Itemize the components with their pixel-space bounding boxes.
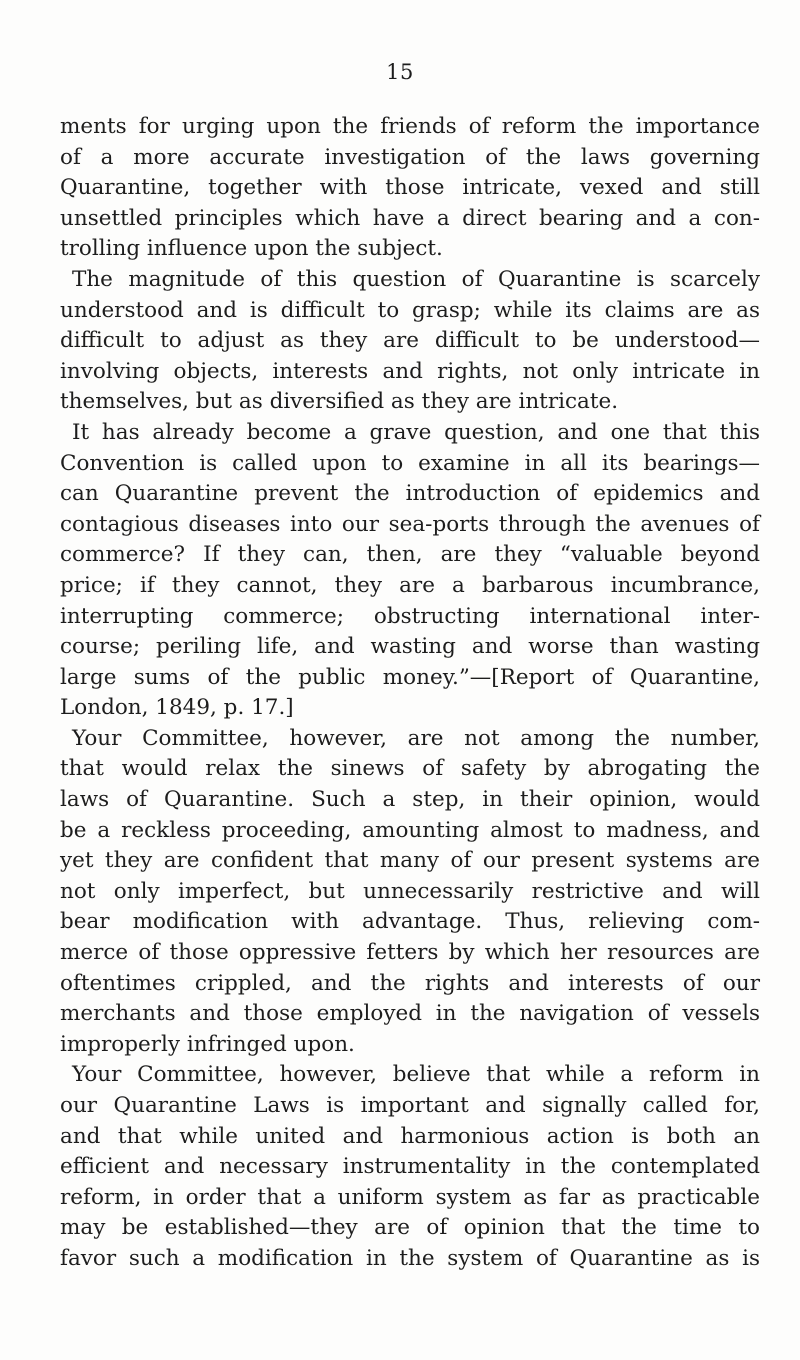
text-line: our Quarantine Laws is important and signally called for, <box>60 1093 760 1118</box>
text-line: trolling influence upon the subject. <box>60 236 443 262</box>
text-line: Your Committee, however, believe that while a reform in <box>72 1062 760 1088</box>
text-line: may be established—they are of opinion that the time to <box>60 1215 760 1241</box>
text-line: can Quarantine prevent the introduction of epidemics and <box>60 481 760 507</box>
text-line: interrupting commerce; obstructing international inter- <box>60 603 760 629</box>
text-line: involving objects, interests and rights, not only intricate in <box>60 358 760 384</box>
text-line: ments for urging upon the friends of reform the importance <box>60 114 760 139</box>
text-line: Quarantine, together with those intricate, vexed and still <box>60 175 760 201</box>
text-line: of a more accurate investigation of the laws governing <box>60 144 760 170</box>
text-line: favor such a modification in the system of Quarantine as is <box>60 1245 760 1271</box>
text-line: improperly infringed upon. <box>60 1031 355 1057</box>
body-text <box>60 112 760 1275</box>
text-line: yet they are confident that many of our present systems are <box>60 848 760 874</box>
text-line: course; periling life, and wasting and worse than wasting <box>60 634 760 660</box>
text-line: merchants and those employed in the navigation of vessels <box>60 1001 760 1027</box>
text-line: laws of Quarantine. Such a step, in their opinion, would <box>60 787 760 813</box>
text-line: The magnitude of this question of Quarantine is scarcely <box>72 266 760 292</box>
text-line: large sums of the public money.”—[Report of Quarantine, <box>60 664 760 690</box>
text-line: difficult to adjust as they are difficult to be understood— <box>60 328 760 354</box>
text-line: reform, in order that a uniform system as far as practicable <box>60 1184 760 1210</box>
text-line: understood and is difficult to grasp; while its claims are as <box>60 297 760 323</box>
text-line: bear modification with advantage. Thus, relieving com- <box>60 909 760 935</box>
text-line: merce of those oppressive fetters by which her resources are <box>60 940 760 966</box>
text-line: price; if they cannot, they are a barbarous incumbrance, <box>60 572 760 598</box>
text-line: Convention is called upon to examine in all its bearings— <box>60 450 760 476</box>
text-line: Your Committee, however, are not among the number, <box>72 725 760 751</box>
text-line: London, 1849, p. 17.] <box>60 695 294 721</box>
text-line: not only imperfect, but unnecessarily restrictive and will <box>60 878 760 904</box>
text-line: be a reckless proceeding, amounting almost to madness, and <box>60 817 760 843</box>
text-line: efficient and necessary instrumentality in the contemplated <box>60 1154 760 1180</box>
text-line: unsettled principles which have a direct bearing and a con- <box>60 205 760 231</box>
text-line: contagious diseases into our sea-ports through the avenues of <box>60 511 760 537</box>
text-line: oftentimes crippled, and the rights and interests of our <box>60 970 760 996</box>
text-line: commerce? If they can, then, are they “valuable beyond <box>60 542 760 568</box>
text-line: It has already become a grave question, and one that this <box>72 419 760 445</box>
text-line: and that while united and harmonious action is both an <box>60 1123 760 1149</box>
text-line: that would relax the sinews of safety by abrogating the <box>60 756 760 782</box>
text-line: themselves, but as diversified as they are intricate. <box>60 389 619 415</box>
page-number: 15 <box>386 60 414 84</box>
